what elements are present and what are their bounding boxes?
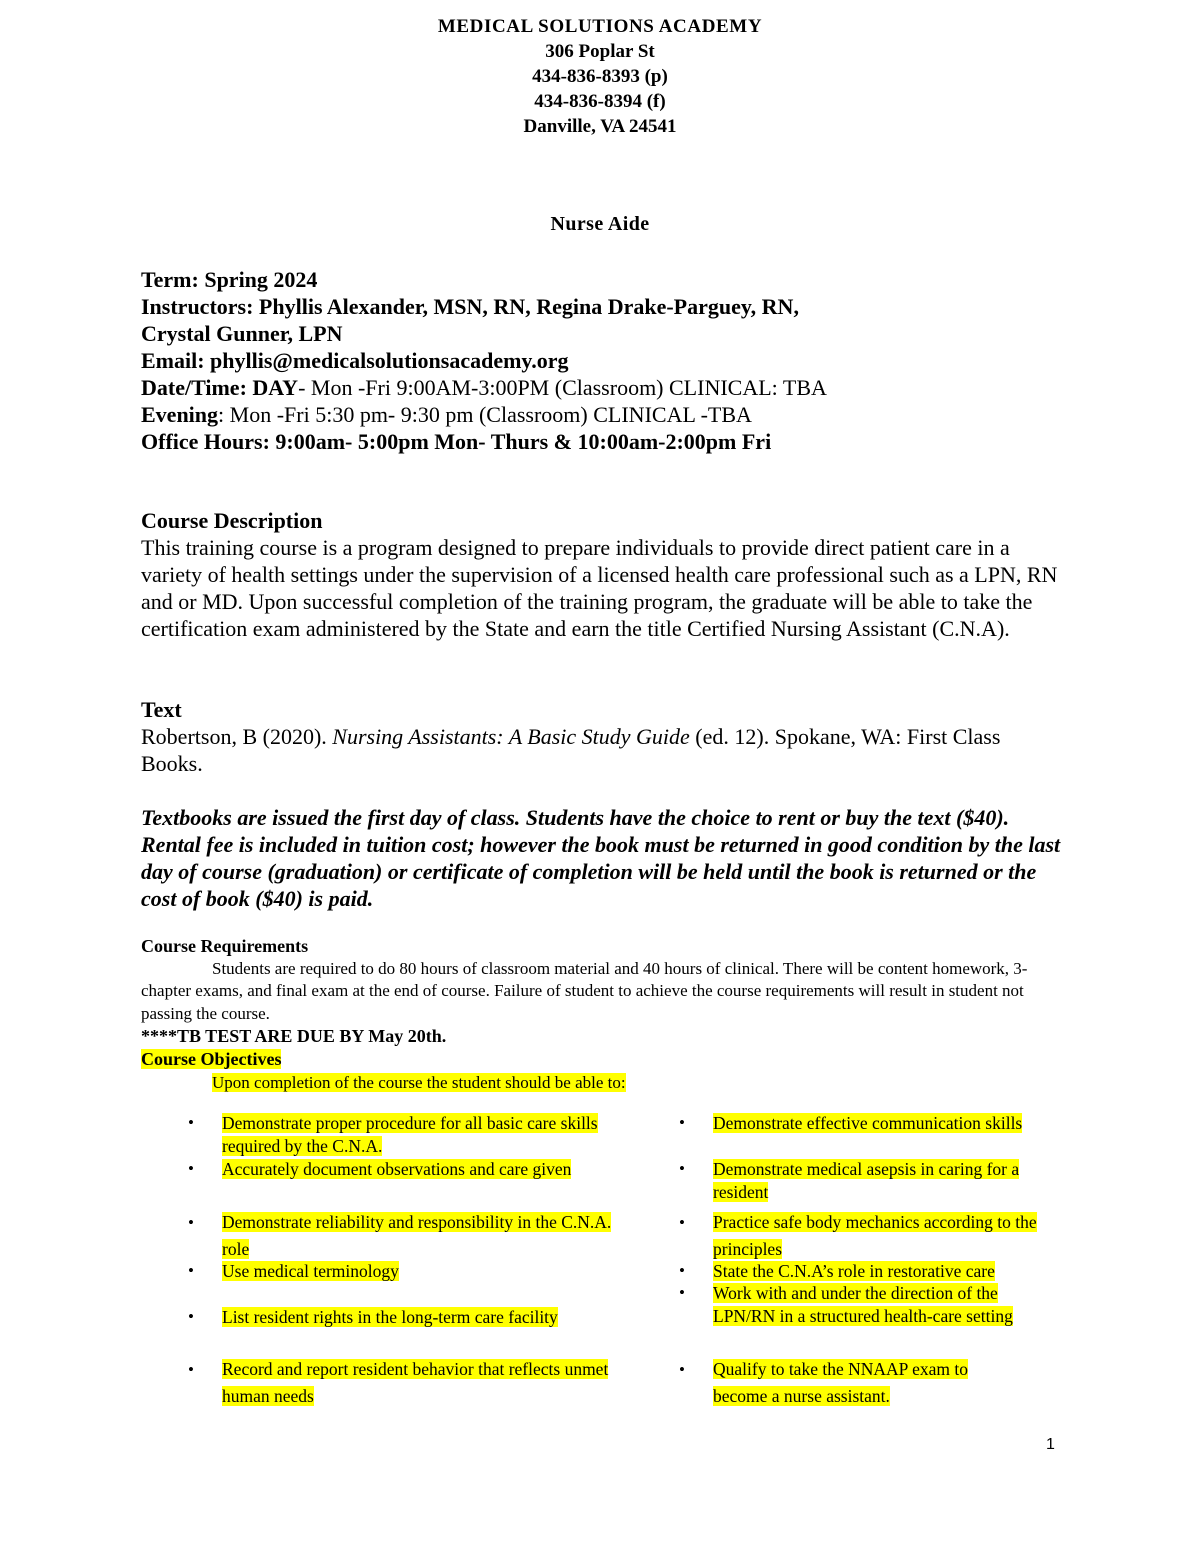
course-objectives-intro-row [141, 1072, 1061, 1095]
objective-text: List resident rights in the long-term care facility [222, 1307, 558, 1327]
fax-number: 434-836-8394 (f) [534, 91, 666, 112]
course-requirements-text: Students are required to do 80 hours of classroom material and 40 hours of clinical. There will be content homework, 3-chapter exams, and final exam at the end of course. Failure of student to achieve the course requirements will result in student not passing the course. [141, 958, 1028, 1023]
day-label: DAY [252, 375, 299, 400]
course-objectives [141, 1048, 1061, 1094]
org-name: MEDICAL SOLUTIONS ACADEMY [437, 16, 763, 37]
bullet-icon: • [679, 1261, 685, 1280]
objective-text: Record and report resident behavior that reflects unmet human needs [222, 1359, 609, 1406]
list-item [679, 1356, 1013, 1410]
bullet-icon: • [188, 1307, 194, 1326]
citation-publisher: (ed. 12). Spokane, WA: First Class Books. [141, 724, 1001, 776]
email: Email: phyllis@medicalsolutionsacademy.org [141, 348, 569, 373]
objective-text: Demonstrate proper procedure for all basic care skills required by the C.N.A. [222, 1113, 598, 1156]
phone-number: 434-836-8393 (p) [532, 66, 668, 87]
bullet-icon: • [679, 1283, 685, 1302]
text-section [141, 696, 1061, 777]
evening-line [141, 401, 1061, 428]
evening-schedule: : Mon -Fri 5:30 pm- 9:30 pm (Classroom) CLINICAL -TBA [218, 402, 752, 427]
list-item [188, 1158, 622, 1181]
course-objectives-intro: Upon completion of the course the student should be able to: [212, 1072, 626, 1092]
course-requirements [141, 935, 1061, 1048]
page-number: 1 [1046, 1436, 1055, 1453]
course-objectives-heading: Course Objectives [141, 1049, 282, 1069]
objective-text: Demonstrate reliability and responsibility in the C.N.A. role [222, 1212, 612, 1259]
office-hours: Office Hours: 9:00am- 5:00pm Mon- Thurs & 10:00am-2:00pm Fri [141, 429, 772, 454]
bullet-icon: • [188, 1213, 194, 1232]
text-heading: Text [141, 697, 182, 722]
list-item [679, 1282, 1053, 1327]
list-item [188, 1356, 612, 1410]
letterhead [0, 14, 1200, 139]
city-state-zip: Danville, VA 24541 [523, 116, 677, 137]
term: Term: Spring 2024 [141, 267, 318, 292]
bullet-icon: • [679, 1159, 685, 1178]
list-item [188, 1209, 617, 1263]
evening-label: Evening [141, 402, 219, 427]
tb-test-note: ****TB TEST ARE DUE BY May 20th. [141, 1026, 447, 1046]
list-item [188, 1306, 622, 1329]
objective-text: State the C.N.A’s role in restorative care [713, 1261, 995, 1281]
objective-text: Accurately document observations and care given [222, 1159, 572, 1179]
course-description-heading: Course Description [141, 508, 323, 533]
list-item [679, 1209, 1058, 1263]
date-time-label: Date/Time: [141, 375, 247, 400]
course-objectives-heading-row [141, 1048, 1061, 1072]
list-item [188, 1112, 612, 1157]
date-time-line [141, 374, 1061, 401]
list-item [679, 1158, 1053, 1203]
bullet-icon: • [188, 1261, 194, 1280]
objective-text: Demonstrate medical asepsis in caring for a resident [713, 1159, 1020, 1202]
bullet-icon: • [679, 1213, 685, 1232]
course-requirements-heading: Course Requirements [141, 936, 309, 956]
objective-text: Demonstrate effective communication skills [713, 1113, 1023, 1133]
bullet-icon: • [188, 1360, 194, 1379]
street-address: 306 Poplar St [545, 41, 655, 62]
instructors-line-2: Crystal Gunner, LPN [141, 321, 343, 346]
bullet-icon: • [188, 1113, 194, 1132]
objective-text: Qualify to take the NNAAP exam to become a nurse assistant. [713, 1359, 968, 1406]
course-requirements-body [141, 958, 1061, 1026]
bullet-icon: • [679, 1360, 685, 1379]
objective-text: Use medical terminology [222, 1261, 399, 1281]
course-description-body: This training course is a program designed to prepare individuals to provide direct patient care in a variety of health settings under the supervision of a licensed health care professional such as a LPN, RN and or MD. Upon successful completion of the training program, the graduate will be able to take the certification exam administered by the State and earn the title Certified Nursing Assistant (C.N.A). [141, 535, 1058, 641]
list-item [679, 1112, 1033, 1135]
day-schedule: - Mon -Fri 9:00AM-3:00PM (Classroom) CLINICAL: TBA [298, 375, 827, 400]
citation-title: Nursing Assistants: A Basic Study Guide [332, 724, 690, 749]
instructors-line-1: Instructors: Phyllis Alexander, MSN, RN, Regina Drake-Parguey, RN, [141, 294, 799, 319]
objective-text: Practice safe body mechanics according to the principles [713, 1212, 1037, 1259]
textbook-note: Textbooks are issued the first day of class. Students have the choice to rent or buy the text ($40). Rental fee is included in tuition cost; however the book must be returned in good condition by the last day of course (graduation) or certificate of completion will be held until the book is returned or the cost of book ($40) is paid. [141, 805, 1061, 911]
objective-text: Work with and under the direction of the LPN/RN in a structured health-care setting [713, 1283, 1013, 1326]
list-item [188, 1260, 612, 1283]
citation [141, 723, 1061, 777]
list-item [679, 1260, 1053, 1283]
bullet-icon: • [188, 1159, 194, 1178]
course-description [141, 507, 1061, 642]
course-title: Nurse Aide [550, 213, 650, 235]
bullet-icon: • [679, 1113, 685, 1132]
citation-author: Robertson, B (2020). [141, 724, 333, 749]
course-meta [141, 266, 1061, 455]
